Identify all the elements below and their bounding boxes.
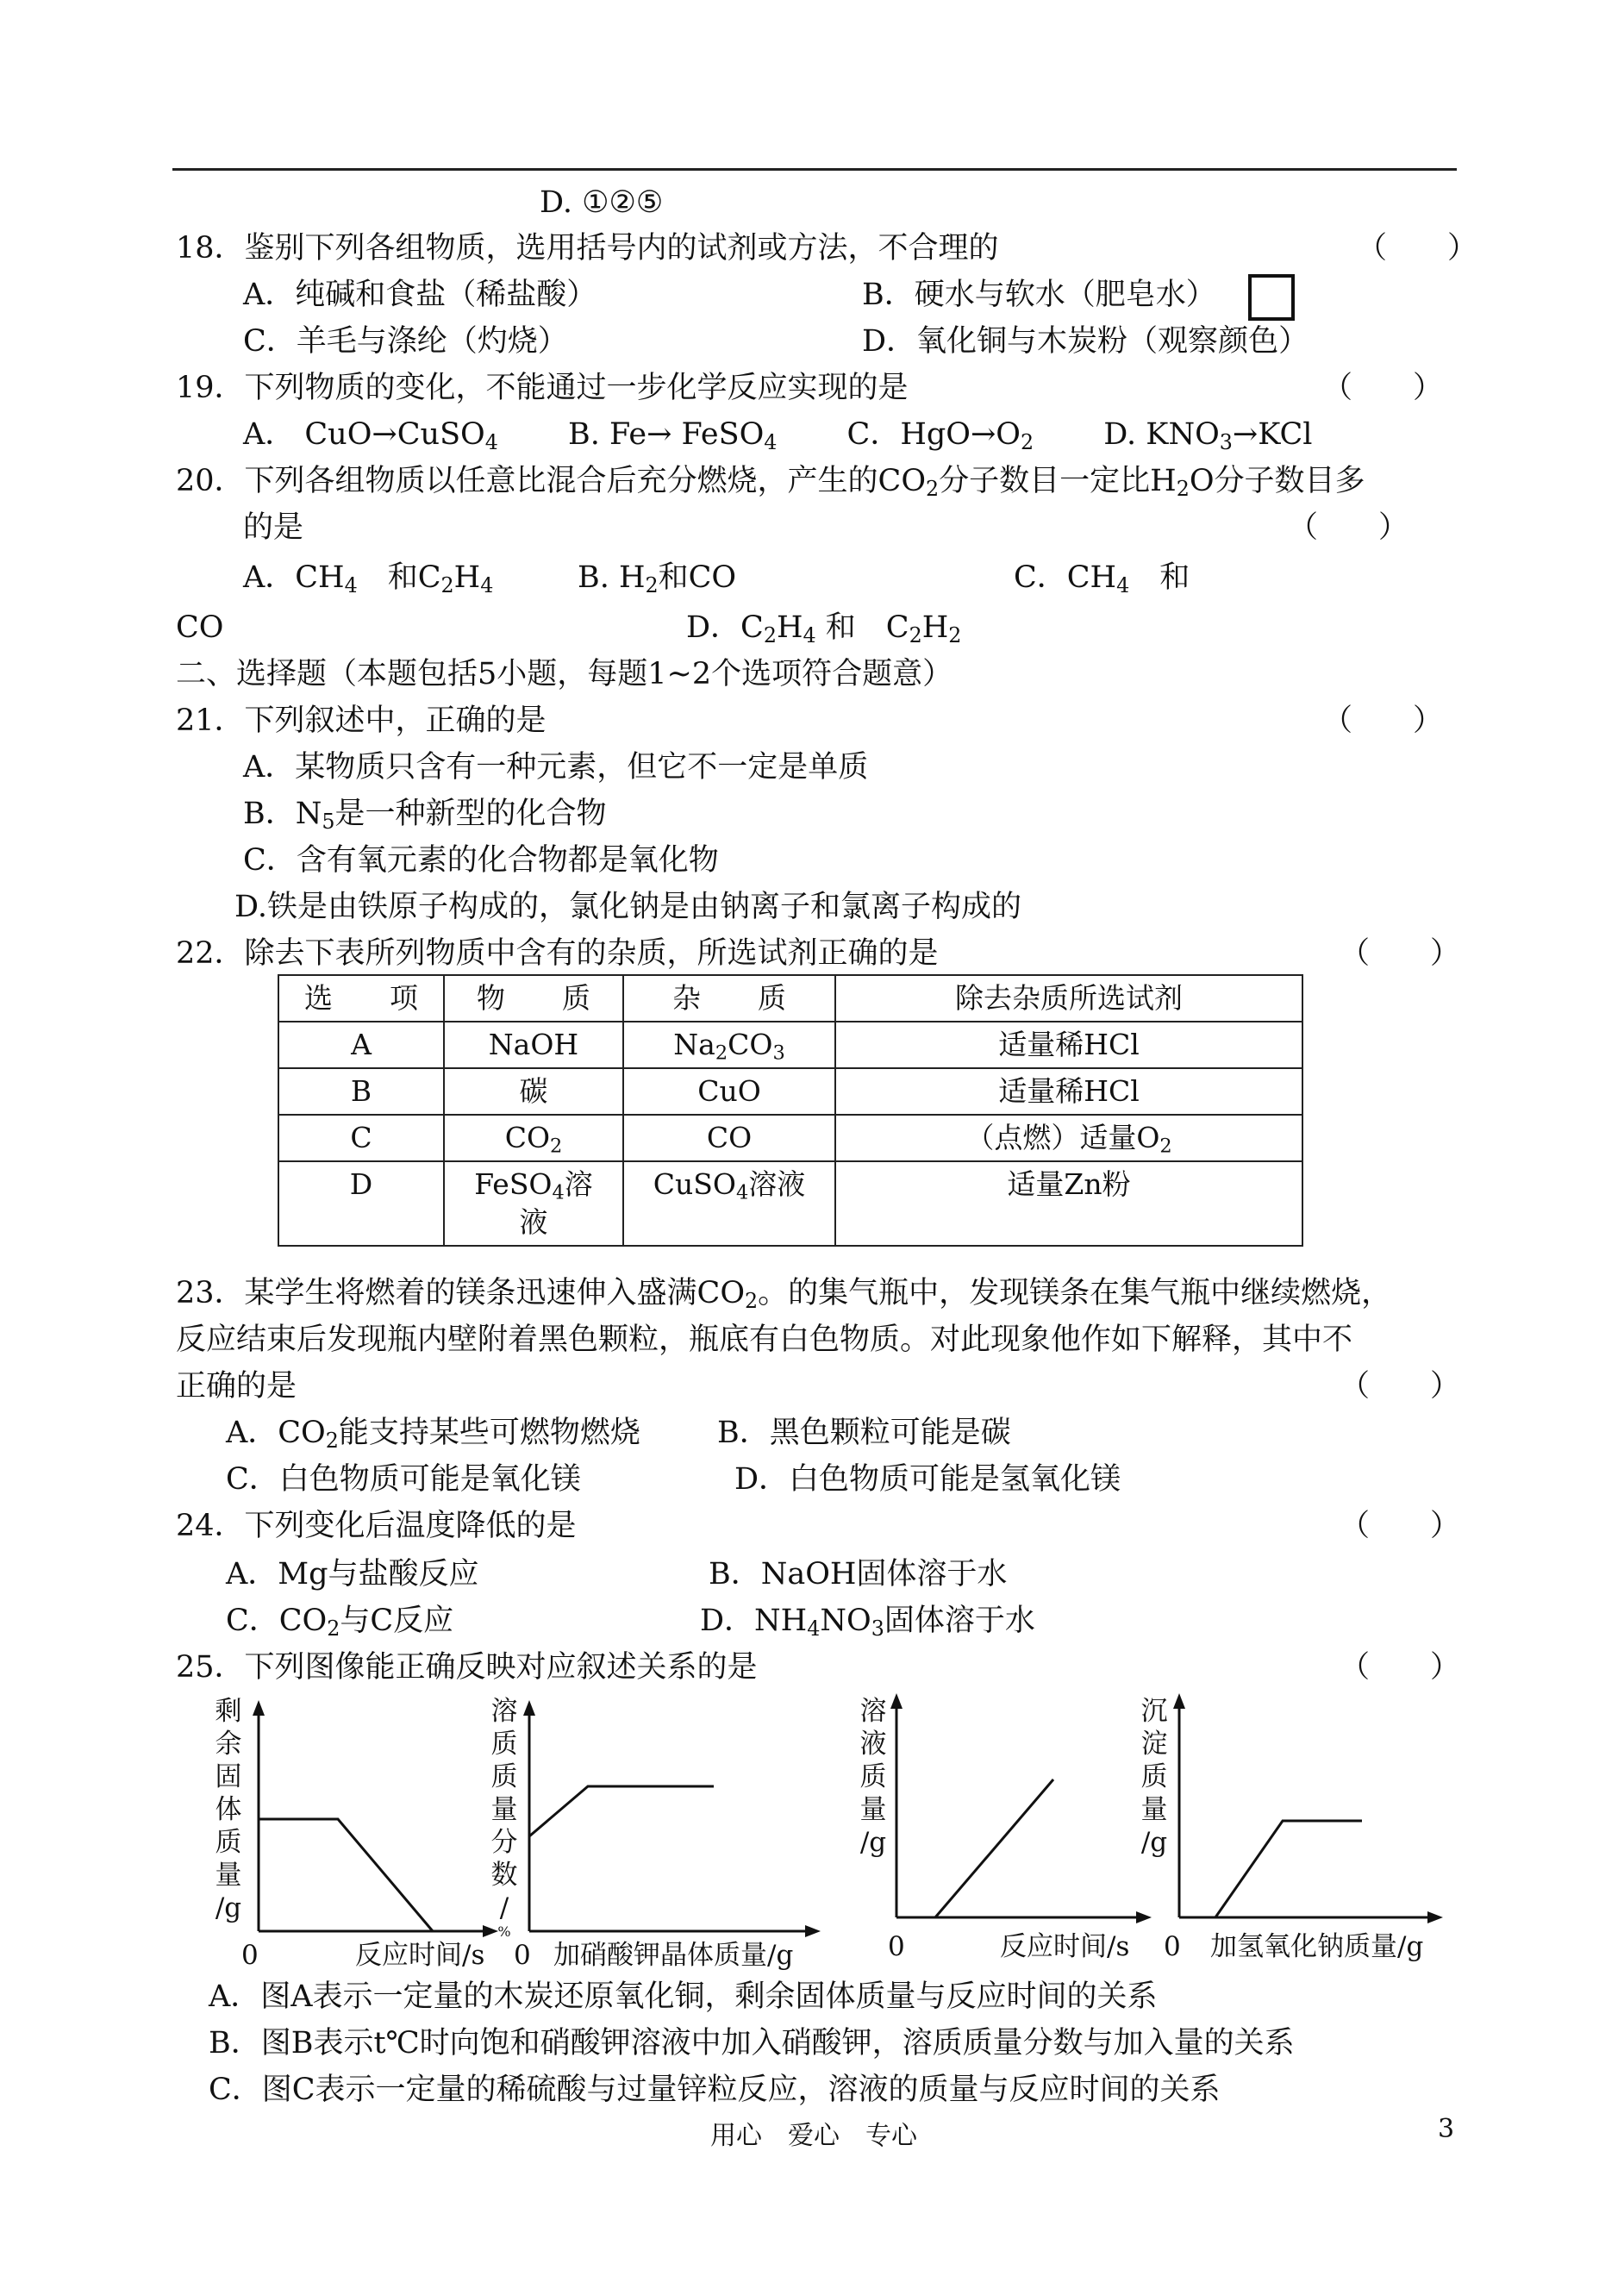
q17-option-d: D. ①②⑤ bbox=[540, 185, 664, 220]
q24-option-d: D．$NH_4NO_3$固体溶于水 bbox=[700, 1604, 1035, 1641]
table-cell: CuO bbox=[623, 1068, 835, 1115]
q22-header-cell: 选 项 bbox=[278, 975, 444, 1022]
graph-d-origin: 0 bbox=[1164, 1931, 1181, 1962]
q25-answer-paren: （ ） bbox=[1340, 1650, 1461, 1685]
q19-options: A． CuO→CuSO$_4$ B. Fe→ FeSO$_4$ C．$HgO\to O_2$ D. $KNO_3\to KCl$ bbox=[243, 417, 1313, 454]
graph-d-x-arrow bbox=[1427, 1911, 1443, 1923]
q21-option-b: B．$N_5$是一种新型的化合物 bbox=[243, 797, 607, 834]
q25-stem: 25．下列图像能正确反映对应叙述关系的是 bbox=[176, 1650, 758, 1685]
q20-option-c-cont: CO bbox=[176, 610, 224, 645]
q20-answer-paren: （ ） bbox=[1288, 510, 1409, 545]
graph-c-xlabel: 反应时间/s bbox=[1000, 1931, 1130, 1962]
q24-option-c: C．$CO_2$与C反应 bbox=[226, 1604, 454, 1641]
section2-heading: 二、选择题（本题包括5小题，每题1~2个选项符合题意） bbox=[176, 657, 953, 691]
table-cell: $CO_2$ bbox=[444, 1115, 623, 1161]
graph-c-curve bbox=[935, 1779, 1053, 1917]
q23-option-b: B．黑色颗粒可能是碳 bbox=[717, 1416, 1011, 1450]
q20-option-a: A．$CH_4$ 和$C_2H_4$ bbox=[243, 560, 494, 597]
table-cell: CuSO$_4$溶液 bbox=[623, 1161, 835, 1246]
q21-option-d: D.铁是由铁原子构成的，氯化钠是由钠离子和氯离子构成的 bbox=[234, 890, 1021, 924]
q20-option-d: D．$C_2H_4$ 和 $C_2H_2$ bbox=[686, 610, 962, 647]
table-cell: （点燃）适量$O_2$ bbox=[835, 1115, 1302, 1161]
q23-option-d: D．白色物质可能是氢氧化镁 bbox=[734, 1462, 1121, 1497]
q20-stem-line1: 20．下列各组物质以任意比混合后充分燃烧，产生的$CO_2$分子数目一定比$H_2O$分子数目多 bbox=[176, 464, 1365, 501]
q22-header-cell: 除去杂质所选试剂 bbox=[835, 975, 1302, 1022]
q24-option-a: A．Mg与盐酸反应 bbox=[226, 1557, 479, 1591]
q23-stem-line2: 反应结束后发现瓶内壁附着黑色颗粒，瓶底有白色物质。对此现象他作如下解释，其中不 bbox=[176, 1323, 1353, 1357]
graph-a-ylabel: 剩 余 固 体 质 量 /g bbox=[215, 1696, 242, 1923]
q20-option-b: B. $H_2$和CO bbox=[578, 560, 737, 597]
q23-answer-paren: （ ） bbox=[1340, 1369, 1461, 1404]
answer-box bbox=[1248, 274, 1295, 321]
graph-c-x-arrow bbox=[1136, 1911, 1152, 1923]
q21-option-c: C．含有氧元素的化合物都是氧化物 bbox=[243, 843, 719, 878]
q20-option-c: C．$CH_4$ 和 bbox=[1014, 560, 1190, 597]
q25-option-a: A．图A表示一定量的木炭还原氧化铜，剩余固体质量与反应时间的关系 bbox=[209, 1979, 1158, 2014]
graph-b-xlabel: 加硝酸钾晶体质量/g bbox=[553, 1940, 794, 1971]
q18-option-a: A．纯碱和食盐（稀盐酸） bbox=[243, 278, 597, 312]
graph-b bbox=[521, 1698, 822, 1948]
table-cell: NaOH bbox=[444, 1022, 623, 1068]
graph-b-x-arrow bbox=[805, 1925, 821, 1937]
table-cell: 适量稀HCl bbox=[835, 1068, 1302, 1115]
q18-option-b: B．硬水与软水（肥皂水） bbox=[862, 278, 1216, 312]
graph-a-xlabel: 反应时间/s bbox=[355, 1940, 485, 1971]
q22-header-row bbox=[278, 975, 1302, 1022]
graph-c bbox=[888, 1692, 1155, 1933]
graph-a-origin: 0 bbox=[241, 1940, 259, 1971]
footer-motto: 用心 爱心 专心 bbox=[710, 2121, 917, 2151]
graph-b-origin: 0 bbox=[514, 1940, 531, 1971]
table-row bbox=[278, 1022, 1302, 1068]
q19-stem: 19．下列物质的变化，不能通过一步化学反应实现的是 bbox=[176, 371, 909, 405]
q21-answer-paren: （ ） bbox=[1322, 704, 1444, 738]
q22-answer-paren: （ ） bbox=[1340, 936, 1461, 971]
table-cell: $Na_2CO_3$ bbox=[623, 1022, 835, 1068]
table-cell: B bbox=[278, 1068, 444, 1115]
q23-stem-line1: 23．某学生将燃着的镁条迅速伸入盛满$CO_2$。的集气瓶中，发现镁条在集气瓶中继续燃烧， bbox=[176, 1276, 1392, 1313]
page-number: 3 bbox=[1438, 2114, 1455, 2144]
q24-answer-paren: （ ） bbox=[1340, 1509, 1461, 1543]
q23-option-a: A．$CO_2$能支持某些可燃物燃烧 bbox=[226, 1416, 640, 1453]
table-cell: C bbox=[278, 1115, 444, 1161]
q21-option-a: A．某物质只含有一种元素，但它不一定是单质 bbox=[243, 750, 869, 785]
q18-answer-paren: （ ） bbox=[1357, 231, 1478, 266]
q18-option-c: C．羊毛与涤纶（灼烧） bbox=[243, 324, 568, 359]
graph-b-curve bbox=[529, 1786, 714, 1836]
graph-c-ylabel: 溶 液 质 量 /g bbox=[859, 1696, 887, 1858]
graph-d bbox=[1171, 1692, 1446, 1933]
table-cell: 碳 bbox=[444, 1068, 623, 1115]
table-cell: D bbox=[278, 1161, 444, 1246]
q18-stem: 18．鉴别下列各组物质，选用括号内的试剂或方法，不合理的 bbox=[176, 231, 999, 266]
table-row bbox=[278, 1161, 1302, 1246]
graph-b-ylabel: 溶 质 质 量 分 数 / % bbox=[490, 1696, 518, 1940]
table-row bbox=[278, 1068, 1302, 1115]
q22-stem: 22．除去下表所列物质中含有的杂质，所选试剂正确的是 bbox=[176, 936, 939, 971]
q22-table bbox=[278, 974, 1303, 1247]
q20-stem-line2: 的是 bbox=[243, 510, 304, 545]
header-rule bbox=[172, 168, 1457, 171]
table-cell: A bbox=[278, 1022, 444, 1068]
graph-a-curve bbox=[259, 1819, 433, 1931]
graph-a-y-arrow bbox=[253, 1700, 265, 1716]
q22-header-cell: 杂 质 bbox=[623, 975, 835, 1022]
graph-d-xlabel: 加氢氧化钠质量/g bbox=[1210, 1931, 1424, 1962]
graph-c-origin: 0 bbox=[888, 1931, 905, 1962]
q23-option-c: C．白色物质可能是氧化镁 bbox=[226, 1462, 581, 1497]
q21-stem: 21．下列叙述中，正确的是 bbox=[176, 704, 547, 738]
q19-answer-paren: （ ） bbox=[1322, 371, 1444, 405]
q24-option-b: B．NaOH固体溶于水 bbox=[709, 1557, 1008, 1591]
table-cell: 适量Zn粉 bbox=[835, 1161, 1302, 1246]
graph-d-curve bbox=[1215, 1821, 1362, 1917]
table-cell: FeSO$_4$溶 液 bbox=[444, 1161, 623, 1246]
q18-option-d: D．氧化铜与木炭粉（观察颜色） bbox=[862, 324, 1309, 359]
q25-option-b: B．图B表示t℃时向饱和硝酸钾溶液中加入硝酸钾，溶质质量分数与加入量的关系 bbox=[209, 2026, 1295, 2060]
graph-d-y-arrow bbox=[1173, 1693, 1185, 1709]
graph-b-y-arrow bbox=[523, 1700, 535, 1716]
q22-header-cell: 物 质 bbox=[444, 975, 623, 1022]
q24-stem: 24．下列变化后温度降低的是 bbox=[176, 1509, 577, 1543]
graph-a bbox=[250, 1698, 500, 1948]
table-cell: CO bbox=[623, 1115, 835, 1161]
table-cell: 适量稀HCl bbox=[835, 1022, 1302, 1068]
q23-stem-line3: 正确的是 bbox=[176, 1369, 297, 1404]
graph-d-ylabel: 沉 淀 质 量 /g bbox=[1140, 1696, 1168, 1858]
table-row bbox=[278, 1115, 1302, 1161]
graph-c-y-arrow bbox=[890, 1693, 903, 1709]
q25-option-c: C．图C表示一定量的稀硫酸与过量锌粒反应，溶液的质量与反应时间的关系 bbox=[209, 2073, 1221, 2107]
